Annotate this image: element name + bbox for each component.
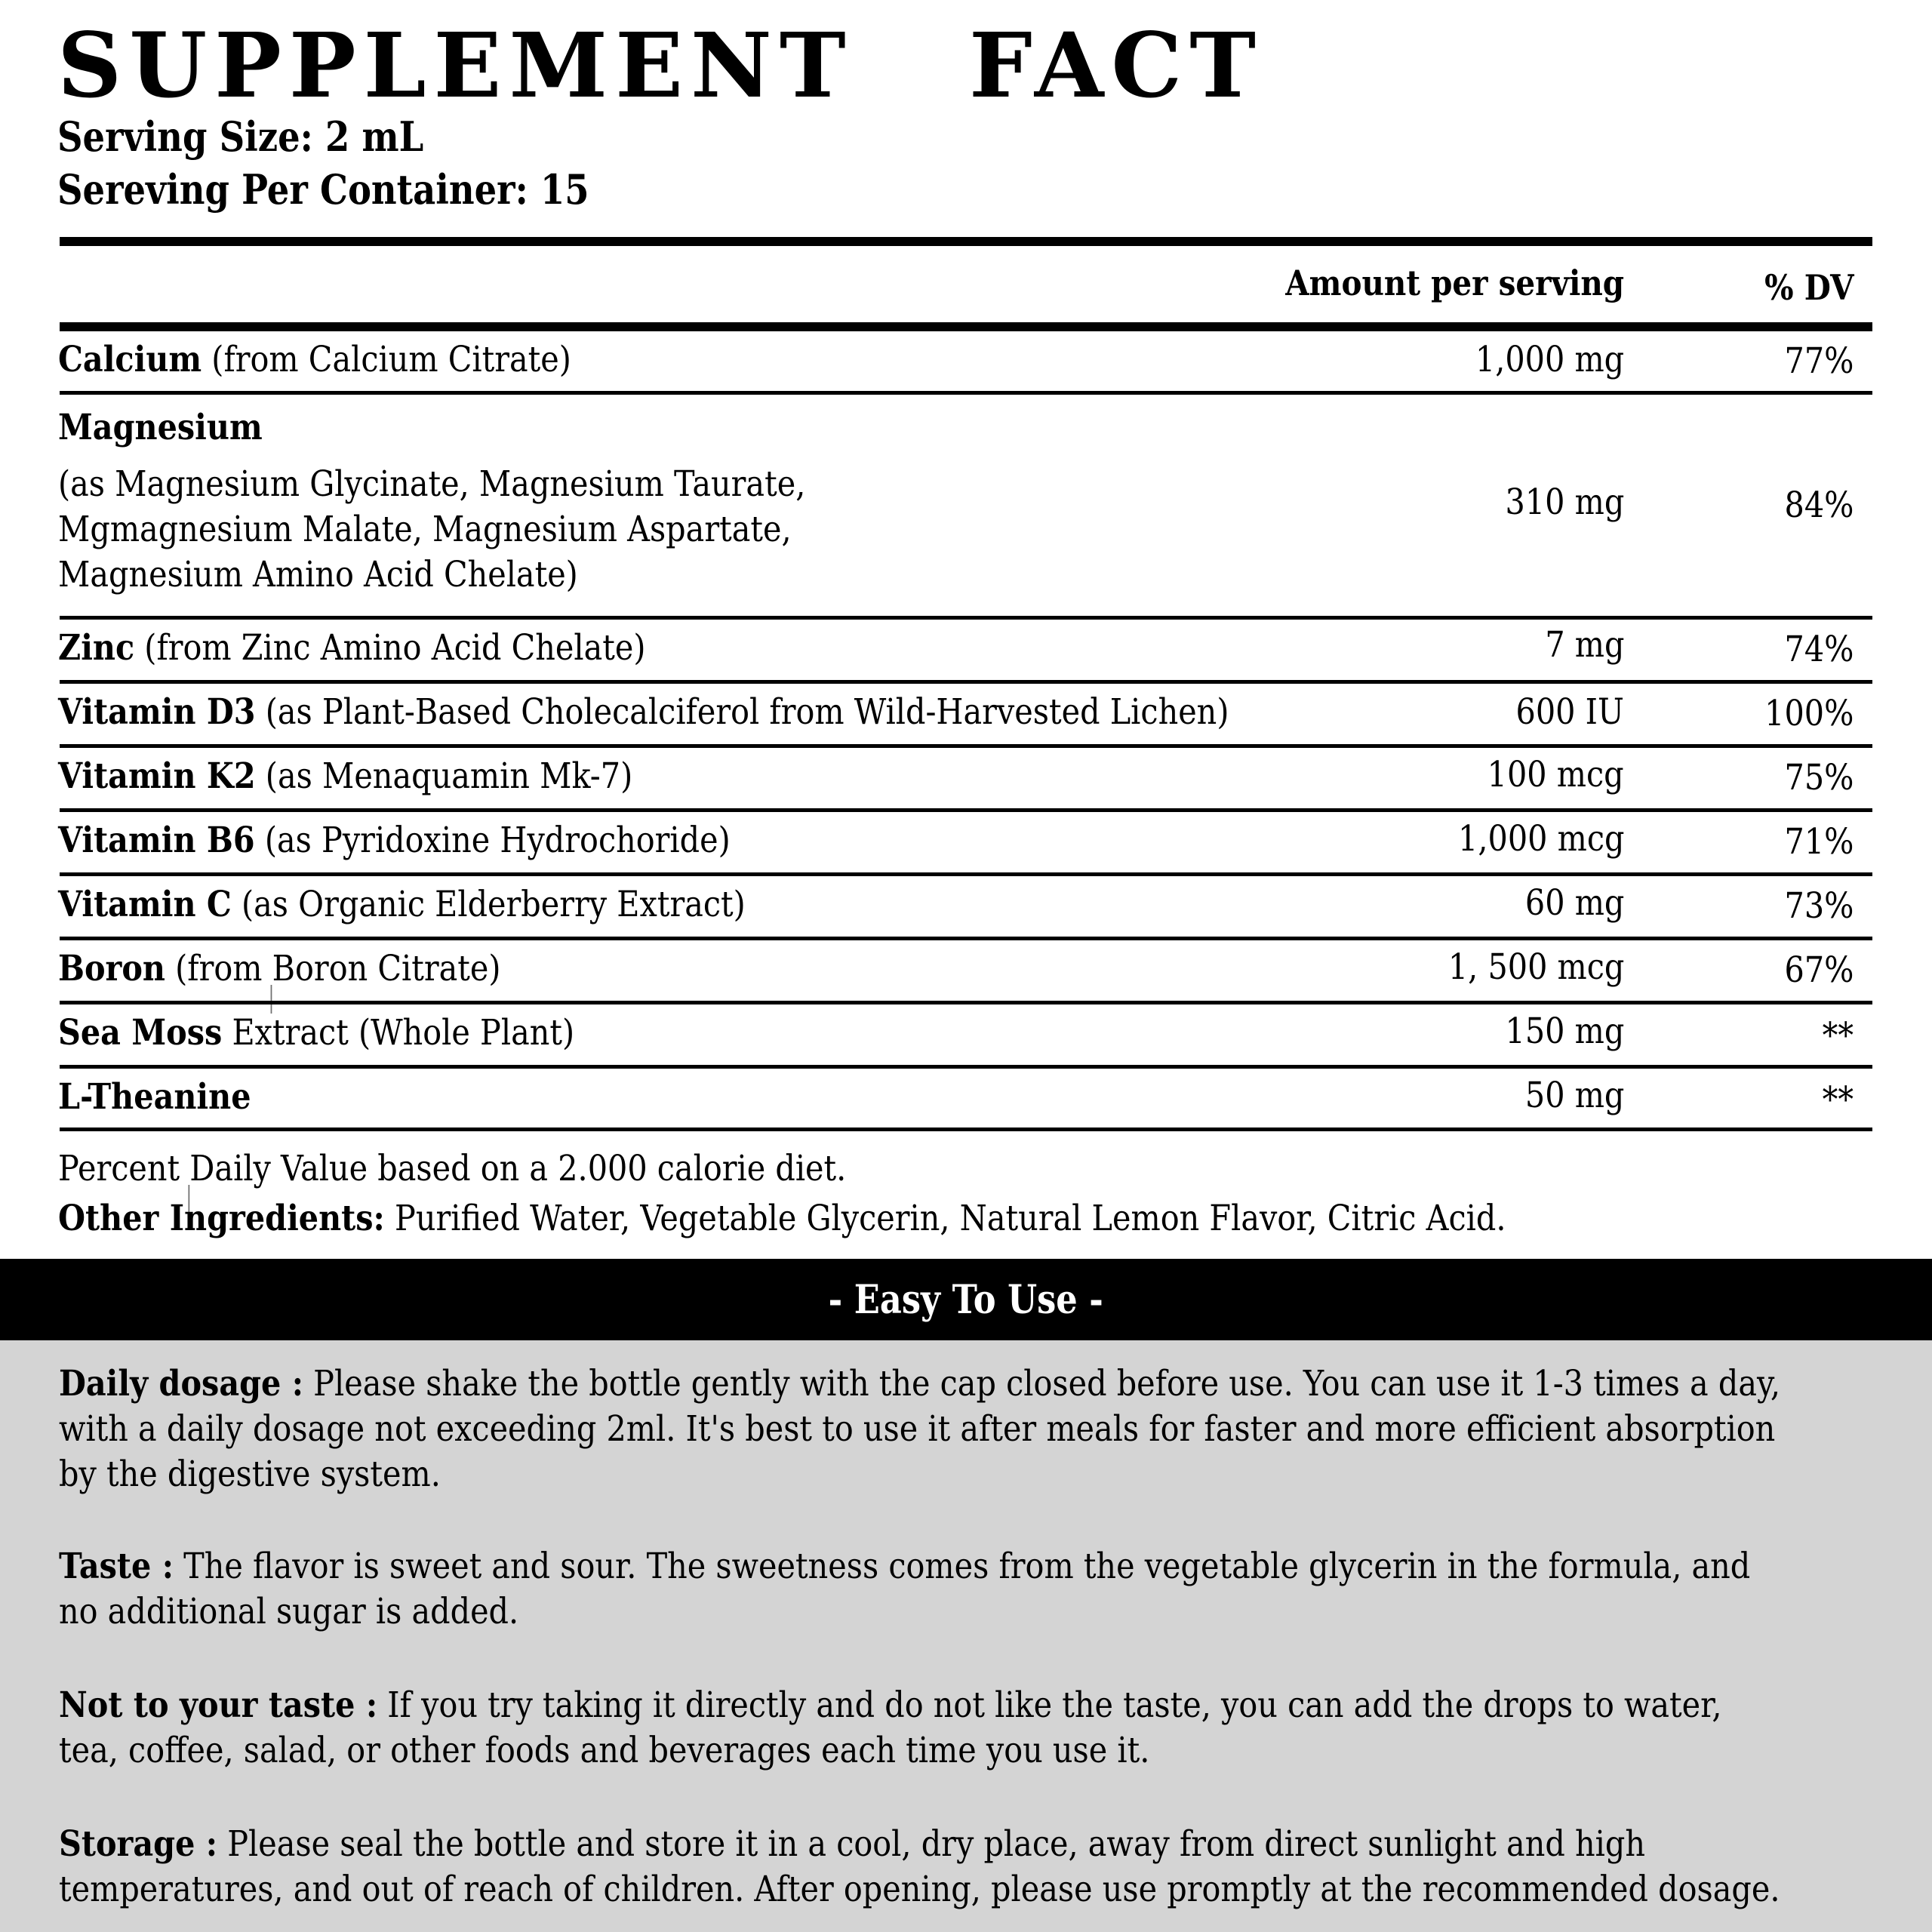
nutrient-name-boron: Boron (from Boron Citrate) <box>58 948 501 989</box>
amount-column-header: Amount per serving <box>1285 263 1624 303</box>
nutrient-name-zinc: Zinc (from Zinc Amino Acid Chelate) <box>58 627 646 669</box>
dv-magnesium: 84% <box>1784 485 1854 526</box>
dv-zinc: 74% <box>1784 629 1854 670</box>
nutrient-name-vitamin-b6: Vitamin B6 (as Pyridoxine Hydrochoride) <box>58 820 731 861</box>
top-divider <box>60 237 1872 246</box>
page-title: SUPPLEMENT FACT <box>57 13 1264 118</box>
dv-column-header: % DV <box>1764 267 1854 308</box>
nutrient-name-l-theanine: L-Theanine <box>58 1076 251 1118</box>
amount-l-theanine: 50 mg <box>1524 1075 1624 1116</box>
row-divider <box>60 872 1872 876</box>
usage-daily-dosage: Daily dosage : Please shake the bottle gently with the cap closed before use. You can use it 1-3 times a day, with a daily dosage not exceeding 2ml. It's best to use it after meals for faster and more efficient absorption by the digestive system. <box>59 1363 1781 1495</box>
daily-value-note: Percent Daily Value based on a 2.000 calorie diet. <box>58 1148 847 1189</box>
amount-magnesium: 310 mg <box>1505 481 1624 523</box>
dv-sea-moss: ** <box>1822 1015 1854 1057</box>
amount-vitamin-k2: 100 mcg <box>1487 754 1624 795</box>
magnesium-source-line-3: Magnesium Amino Acid Chelate) <box>58 554 578 595</box>
nutrient-name-magnesium: Magnesium <box>58 407 263 448</box>
dv-calcium: 77% <box>1784 340 1854 382</box>
row-divider <box>60 1001 1872 1004</box>
dv-boron: 67% <box>1784 949 1854 991</box>
dv-l-theanine: ** <box>1822 1079 1854 1121</box>
usage-taste: Taste : The flavor is sweet and sour. The sweetness comes from the vegetable glycerin in the formula, and no additional sugar is added. <box>59 1546 1751 1632</box>
magnesium-source-line-1: (as Magnesium Glycinate, Magnesium Taurate, <box>58 463 806 505</box>
usage-not-to-your-taste: Not to your taste : If you try taking it directly and do not like the taste, you can add the drops to water, tea, coffee, salad, or other foods and beverages each time you use it. <box>59 1684 1722 1771</box>
serving-size: Serving Size: 2 mL <box>57 112 424 161</box>
nutrient-name-calcium: Calcium (from Calcium Citrate) <box>58 339 571 380</box>
dv-vitamin-b6: 71% <box>1784 821 1854 863</box>
dv-vitamin-k2: 75% <box>1784 757 1854 798</box>
other-ingredients: Other Ingredients: Purified Water, Vegetable Glycerin, Natural Lemon Flavor, Citric Acid. <box>58 1198 1506 1239</box>
row-divider <box>60 391 1872 395</box>
nutrient-name-vitamin-d3: Vitamin D3 (as Plant-Based Cholecalciferol from Wild-Harvested Lichen) <box>58 691 1229 733</box>
servings-per-container: Sereving Per Container: 15 <box>57 165 589 214</box>
dv-vitamin-d3: 100% <box>1764 693 1854 734</box>
row-divider <box>60 616 1872 620</box>
easy-to-use-heading: - Easy To Use - <box>828 1276 1104 1323</box>
dv-vitamin-c: 73% <box>1784 885 1854 927</box>
table-bottom-divider <box>60 1128 1872 1131</box>
row-divider <box>60 937 1872 940</box>
usage-storage: Storage : Please seal the bottle and store it in a cool, dry place, away from direct sunlight and high temperatures, and out of reach of children. After opening, please use promptly at the recommended dosage. <box>59 1823 1780 1910</box>
header-divider <box>60 322 1872 331</box>
amount-zinc: 7 mg <box>1544 624 1624 666</box>
nutrient-name-vitamin-c: Vitamin C (as Organic Elderberry Extract) <box>58 884 746 925</box>
amount-sea-moss: 150 mg <box>1505 1011 1624 1052</box>
amount-vitamin-c: 60 mg <box>1524 882 1624 924</box>
row-divider <box>60 680 1872 684</box>
amount-vitamin-b6: 1,000 mcg <box>1457 818 1624 860</box>
amount-vitamin-d3: 600 IU <box>1515 691 1624 733</box>
amount-calcium: 1,000 mg <box>1475 339 1624 380</box>
nutrient-name-vitamin-k2: Vitamin K2 (as Menaquamin Mk-7) <box>58 755 633 797</box>
row-divider <box>60 808 1872 812</box>
easy-to-use-banner <box>0 1259 1932 1340</box>
row-divider <box>60 744 1872 748</box>
nutrient-name-sea-moss: Sea Moss Extract (Whole Plant) <box>58 1012 575 1054</box>
magnesium-source-line-2: Mgmagnesium Malate, Magnesium Aspartate, <box>58 509 792 550</box>
amount-boron: 1, 500 mcg <box>1447 946 1624 988</box>
row-divider <box>60 1065 1872 1069</box>
